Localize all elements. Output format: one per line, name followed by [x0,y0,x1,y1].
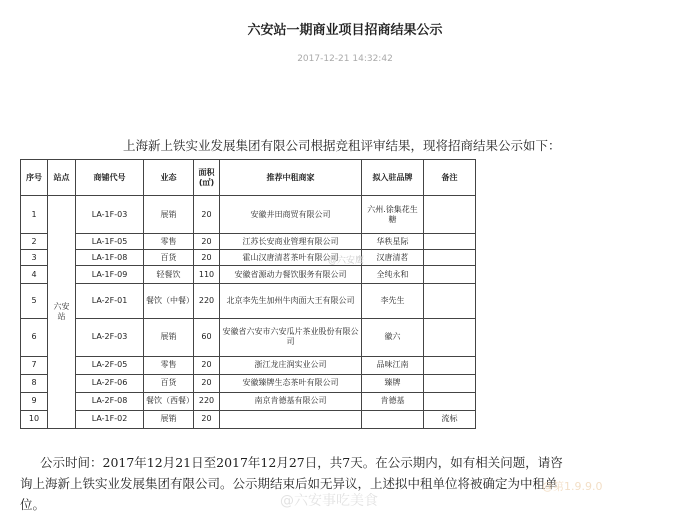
area: 20 [194,374,220,392]
intro-paragraph: 上海新上铁实业发展集团有限公司根据竞租评审结果，现将招商结果公示如下： [123,138,561,153]
brand: 华秩星际 [362,234,424,250]
recommended-tenant: 江苏长安商业管理有限公司 [220,234,362,250]
area: 20 [194,234,220,250]
table-header-row [21,160,476,196]
remark: 流标 [424,410,476,428]
shop-code: LA-2F-03 [76,318,144,356]
brand: 汉唐清茗 [362,250,424,266]
header-cell: 站点 [48,160,76,196]
area: 110 [194,266,220,284]
remark [424,318,476,356]
page-title: 六安站一期商业项目招商结果公示 [247,23,443,38]
business-type: 百货 [144,250,194,266]
area: 20 [194,356,220,374]
header-cell: 业态 [144,160,194,196]
recommended-tenant [220,410,362,428]
brand: 六州.徐集花生糖 [362,196,424,234]
row-number: 1 [21,196,48,234]
row-number: 10 [21,410,48,428]
table-row [21,374,476,392]
remark [424,266,476,284]
header-cell: 商铺代号 [76,160,144,196]
area: 60 [194,318,220,356]
shop-code: LA-2F-06 [76,374,144,392]
row-number: 5 [21,284,48,318]
watermark-bottom: @六安事吃美食 [280,493,378,509]
recommended-tenant: 安徽井田商贸有限公司 [220,196,362,234]
brand: 品味江南 [362,356,424,374]
recommended-tenant: 安徽省六安市六安瓜片茶业股份有限公司 [220,318,362,356]
business-type: 展销 [144,196,194,234]
remark [424,250,476,266]
table-row [21,318,476,356]
remark [424,284,476,318]
station-cell: 六安站 [48,196,76,429]
row-number: 6 [21,318,48,356]
brand: 徽六 [362,318,424,356]
brand: 全纯永和 [362,266,424,284]
area: 220 [194,284,220,318]
business-type: 零售 [144,356,194,374]
shop-code: LA-1F-09 [76,266,144,284]
recommended-tenant: 南京肯德基有限公司 [220,392,362,410]
shop-code: LA-1F-02 [76,410,144,428]
brand [362,410,424,428]
watermark-right: @第1.9.9.0 [542,480,603,493]
row-number: 3 [21,250,48,266]
notice-paragraph: 公示时间：2017年12月21日至2017年12月27日，共7天。在公示期内，如有相关问题，请咨询上海新上铁实业发展集团有限公司。公示期结束后如无异议，上述拟中租单位将被确定为中租单位。 [20,455,563,512]
business-type: 展销 [144,410,194,428]
row-number: 4 [21,266,48,284]
results-table [20,159,476,429]
business-type: 餐饮（中餐） [144,284,194,318]
remark [424,374,476,392]
shop-code: LA-1F-03 [76,196,144,234]
table-row [21,410,476,428]
brand: 肯德基 [362,392,424,410]
business-type: 百货 [144,374,194,392]
recommended-tenant: 安徽臻牌生态茶叶有限公司 [220,374,362,392]
shop-code: LA-1F-08 [76,250,144,266]
table-row [21,284,476,318]
recommended-tenant: 浙江龙庄润实业公司 [220,356,362,374]
shop-code: LA-1F-05 [76,234,144,250]
header-cell: 面积(㎡) [194,160,220,196]
publish-timestamp: 2017-12-21 14:32:42 [297,54,393,64]
shop-code: LA-2F-08 [76,392,144,410]
remark [424,234,476,250]
shop-code: LA-2F-01 [76,284,144,318]
table-row [21,234,476,250]
table-row [21,392,476,410]
recommended-tenant: 安徽省源动力餐饮服务有限公司 [220,266,362,284]
watermark-center: @六安鹰 [328,256,365,266]
row-number: 8 [21,374,48,392]
area: 220 [194,392,220,410]
business-type: 零售 [144,234,194,250]
business-type: 轻餐饮 [144,266,194,284]
recommended-tenant: 北京李先生加州牛肉面大王有限公司 [220,284,362,318]
remark [424,392,476,410]
business-type: 展销 [144,318,194,356]
row-number: 7 [21,356,48,374]
business-type: 餐饮（西餐） [144,392,194,410]
brand: 李先生 [362,284,424,318]
remark [424,196,476,234]
row-number: 2 [21,234,48,250]
table-row [21,250,476,266]
brand: 臻牌 [362,374,424,392]
area: 20 [194,196,220,234]
header-cell: 推荐中租商家 [220,160,362,196]
recommended-tenant: 霍山汉唐清茗茶叶有限公司 [220,250,362,266]
table-row [21,266,476,284]
header-cell: 备注 [424,160,476,196]
table-row [21,196,476,234]
header-cell: 拟入驻品牌 [362,160,424,196]
area: 20 [194,410,220,428]
area: 20 [194,250,220,266]
remark [424,356,476,374]
table-row [21,356,476,374]
row-number: 9 [21,392,48,410]
header-cell: 序号 [21,160,48,196]
shop-code: LA-2F-05 [76,356,144,374]
